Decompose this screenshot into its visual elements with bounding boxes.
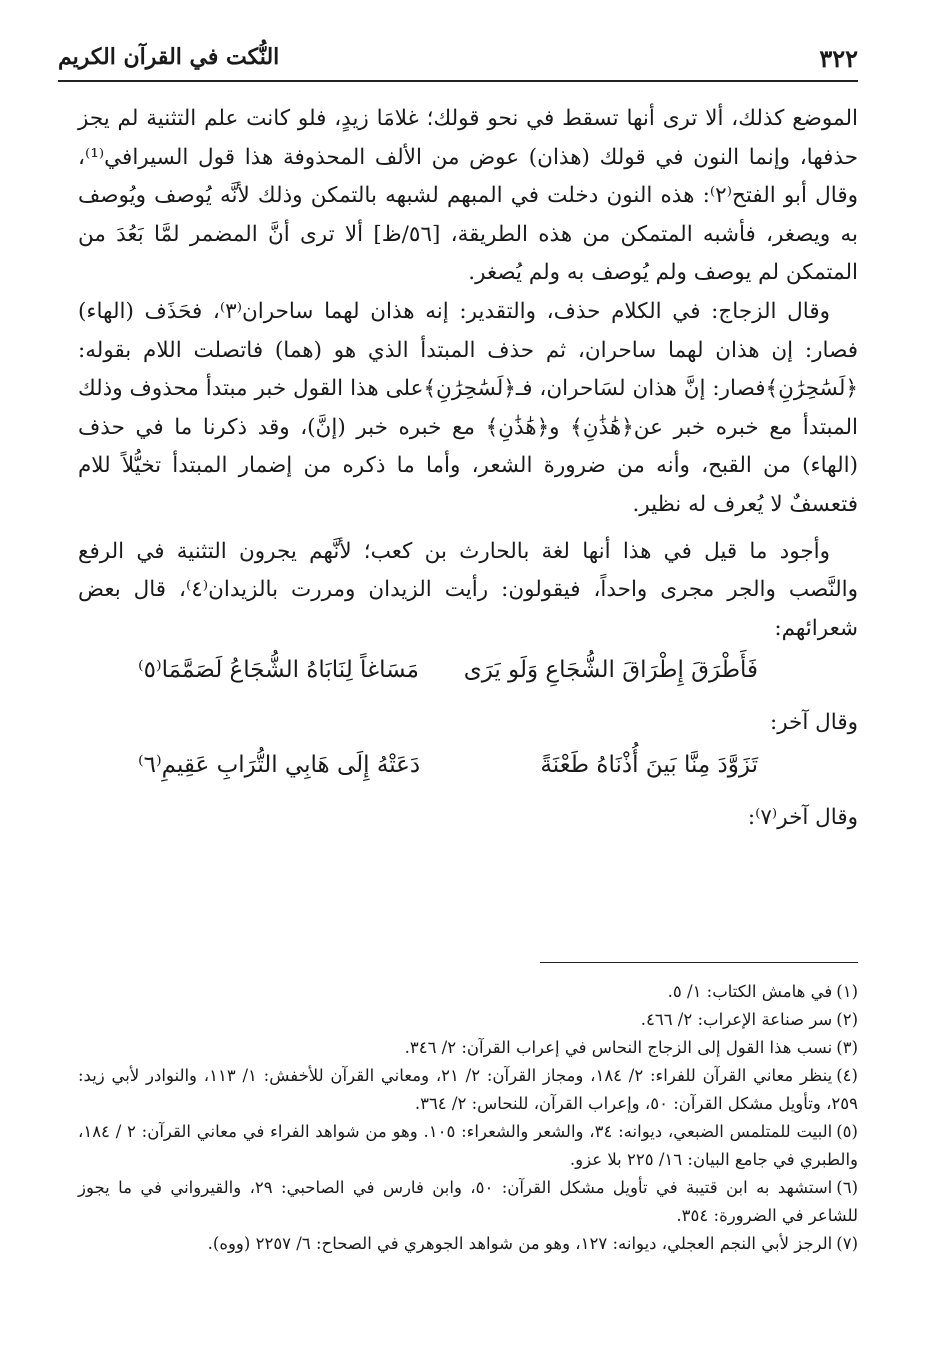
- verse-1: [78, 648, 858, 704]
- footnote-text: استشهد به ابن قتيبة في تأويل مشكل القرآن: ٥٠، وابن فارس في الصاحبي: ٢٩، والقيرواني في ما يجوز للشاعر في الضرورة: ٣٥٤.: [78, 1178, 858, 1225]
- footnote-number: (٤): [836, 1066, 858, 1085]
- footnote-text: الرجز لأبي النجم العجلي، ديوانه: ١٢٧، وهو من شواهد الجوهري في الصحاح: ٦/ ٢٢٥٧ (ووه).: [207, 1234, 833, 1253]
- paragraph-3: وأجود ما قيل في هذا أنها لغة بالحارث بن كعب؛ لأنَّهم يجرون التثنية في الرفع والنَّصب والجر مجرى واحداً، فيقولون: رأيت الزيدان ومررت بالزيدان⁽٤⁾، قال بعض شعرائهم:: [78, 538, 858, 641]
- footnote-divider: [540, 962, 858, 963]
- footnote: [78, 1230, 858, 1258]
- main-text: [78, 100, 858, 838]
- footnote: [78, 1174, 858, 1230]
- footnote-text: البيت للمتلمس الضبعي، ديوانه: ٣٤، والشعر والشعراء: ١٠٥. وهو من شواهد الفراء في معاني القرآن: ٢ / ١٨٤، والطبري في جامع البيان: ١٦/ ٢٢٥ بلا عزو.: [78, 1122, 858, 1169]
- page-header: [58, 40, 858, 80]
- footnote-number: (٣): [836, 1038, 858, 1057]
- verse-intro-2: وقال آخر:: [769, 710, 858, 736]
- footnote-number: (٧): [836, 1234, 858, 1253]
- footnote-text: سر صناعة الإعراب: ٢/ ٤٦٦.: [640, 1010, 833, 1029]
- footnote-text: في هامش الكتاب: ١/ ٥.: [667, 982, 833, 1001]
- paragraph-2: وقال الزجاج: في الكلام حذف، والتقدير: إنه هذان لهما ساحران⁽٣⁾، فحَذَف (الهاء) فصار: إن هذان لهما ساحران، ثم حذف المبتدأ الذي هو (هما) فاتصلت اللام بقوله: ﴿لَسَٰحِرَٰنِ﴾فصار: إنَّ هذان لسَاحران، فـ﴿لَسَٰحِرَٰنِ﴾على هذا القول خبر مبتدأ محذوف وذلك المبتدأ مع خبره خبر عن﴿هَٰذَٰنِ﴾ و﴿هَٰذَٰنِ﴾ مع خبره خبر (إنَّ)، وقد ذكرنا ما في حذف (الهاء) من القبح، وأنه من ضرورة الشعر، وأما ما ذكره من إضمار المبتدأ تخيُّلاً للام فتعسفٌ لا يُعرف له نظير.: [78, 298, 858, 517]
- verse-intro-3: وقال آخر⁽٧⁾:: [747, 804, 858, 830]
- footnote-number: (١): [836, 982, 858, 1001]
- header-divider: [58, 80, 858, 82]
- footnote: [78, 1118, 858, 1174]
- footnotes: [78, 978, 858, 1258]
- footnote: [78, 1034, 858, 1062]
- verse-1-first-hemistich: فَأَطْرَقَ إِطْرَاقَ الشُّجَاعِ وَلَو يَرَى: [463, 657, 758, 684]
- verse-2-second-hemistich: دَعَتْهُ إِلَى هَابِي التُّرَابِ عَقِيمِ⁽٦⁾: [138, 751, 421, 778]
- footnote-number: (٦): [836, 1178, 859, 1197]
- footnote-text: ينظر معاني القرآن للفراء: ٢/ ١٨٤، ومجاز القرآن: ٢/ ٢١، ومعاني القرآن للأخفش: ١/ ١١٣، والنوادر لأبي زيد: ٢٥٩، وتأويل مشكل القرآن: ٥٠، وإعراب القرآن، للنحاس: ٢/ ٣٦٤.: [78, 1066, 858, 1113]
- footnote: [78, 1006, 858, 1034]
- verse-1-second-hemistich: مَسَاغاً لِنَابَاهُ الشُّجَاعُ لَصَمَّمَا⁽٥⁾: [138, 657, 419, 684]
- verse-2-first-hemistich: تَزَوَّدَ مِنَّا بَينَ أُذْنَاهُ طَعْنَةً: [540, 751, 758, 778]
- footnote: [78, 1062, 858, 1118]
- book-title: النُّكت في القرآن الكريم: [58, 44, 280, 70]
- footnote: [78, 978, 858, 1006]
- footnote-number: (٢): [836, 1010, 858, 1029]
- verse-2: [78, 743, 858, 799]
- footnote-text: نسب هذا القول إلى الزجاج النحاس في إعراب القرآن: ٢/ ٣٤٦.: [404, 1038, 833, 1057]
- footnote-number: (٥): [836, 1122, 858, 1141]
- page-number: ٣٢٢: [819, 44, 858, 73]
- paragraph-1: الموضع كذلك، ألا ترى أنها تسقط في نحو قولك؛ غلامَا زيدٍ، فلو كانت علم التثنية لم يجز حذفها، وإنما النون في قولك (هذان) عوض من الألف المحذوفة هذا قول السيرافي⁽¹⁾، وقال أبو الفتح⁽٢⁾: هذه النون دخلت في المبهم لشبهه بالتمكن وذلك لأنَّه يُوصف ويُوصف به ويصغر، فأشبه المتمكن من هذه الطريقة، [٥٦/ظ] ألا ترى أنَّ المضمر لمَّا بَعُدَ من المتمكن لم يوصف ولم يُوصف به ولم يُصغر.: [78, 106, 858, 286]
